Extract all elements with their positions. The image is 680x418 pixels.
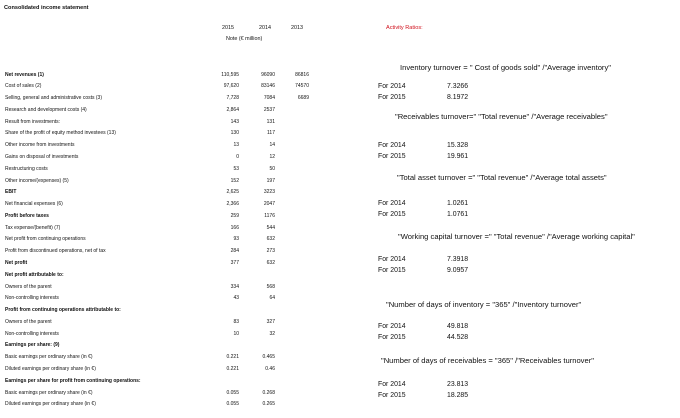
value-2015: 0: [236, 153, 239, 160]
value-2015: 377: [230, 259, 239, 266]
value-2014: 96090: [261, 71, 275, 78]
note-unit-header: Note (€ million): [226, 36, 263, 42]
value-2015: 143: [230, 118, 239, 125]
ratio-value: 19.961: [447, 153, 469, 160]
row-label: Result from investments:: [5, 118, 61, 125]
ratio-value: 23.813: [447, 381, 469, 388]
value-2014: 0.265: [262, 401, 275, 408]
value-2015: 259: [230, 212, 239, 219]
ratio-year-label: For 2015: [378, 153, 406, 160]
ratio-value: 7.3266: [447, 83, 469, 90]
row-label: Other income/(expenses) (5): [5, 177, 69, 184]
value-2014: 544: [266, 224, 275, 231]
value-2015: 10: [233, 330, 239, 337]
value-2014: 7084: [263, 95, 275, 102]
row-label: Research and development costs (4): [5, 106, 87, 113]
value-2014: 0.268: [262, 389, 275, 396]
value-2014: 2537: [263, 106, 275, 113]
ratio-value: 7.3918: [447, 256, 469, 263]
ratio-value: 18.285: [447, 392, 469, 399]
ratio-value: 1.0761: [447, 211, 469, 218]
value-2013: 86816: [295, 71, 309, 78]
row-label: Owners of the parent: [5, 283, 52, 290]
ratio-year-label: For 2014: [378, 142, 406, 149]
value-2014: 64: [269, 295, 275, 302]
year-2013-header: 2013: [291, 25, 303, 31]
ratio-value: 44.528: [447, 334, 469, 341]
row-label: Non-controlling interests: [5, 295, 59, 302]
value-2014: 83146: [261, 83, 275, 90]
row-label: Net profit: [5, 259, 28, 266]
value-2015: 43: [233, 295, 239, 302]
ratio-formula: "Total asset turnover =" "Total revenue" /"Average total assets": [397, 173, 607, 182]
value-2015: 284: [230, 248, 239, 255]
value-2015: 152: [230, 177, 239, 184]
row-label: Gains on disposal of investments: [5, 153, 79, 160]
ratio-formula: "Working capital turnover =" "Total revenue" /"Average working capital": [398, 232, 635, 241]
row-label: Earnings per share for profit from continuing operations:: [5, 377, 141, 384]
value-2014: 2047: [263, 201, 275, 208]
value-2015: 93: [233, 236, 239, 243]
ratio-year-label: For 2015: [378, 334, 406, 341]
value-2014: 1176: [264, 212, 275, 219]
value-2014: 50: [269, 165, 275, 172]
value-2014: 197: [266, 177, 275, 184]
row-label: Basic earnings per ordinary share (in €): [5, 354, 93, 361]
ratio-formula: "Number of days of inventory = "365" /"Inventory turnover": [386, 300, 582, 309]
value-2013: 74570: [295, 83, 309, 90]
row-label: EBIT: [5, 189, 17, 196]
value-2015: 0.055: [226, 401, 239, 408]
value-2014: 0.46: [265, 366, 275, 372]
value-2014: 273: [266, 248, 275, 255]
row-label: Diluted earnings per ordinary share (in €): [5, 366, 96, 372]
year-2014-header: 2014: [259, 25, 271, 31]
row-label: Net profit attributable to:: [5, 271, 64, 278]
ratio-value: 1.0261: [447, 200, 469, 207]
value-2015: 13: [233, 142, 239, 149]
row-label: Owners of the parent: [5, 318, 52, 325]
ratio-value: 8.1972: [447, 94, 469, 101]
value-2015: 0.055: [226, 389, 239, 396]
income-statement-title: Consolidated income statement: [4, 5, 89, 11]
value-2014: 0.465: [262, 354, 275, 361]
row-label: Profit before taxes: [5, 212, 49, 219]
value-2014: 32: [269, 330, 275, 337]
value-2014: 632: [266, 259, 275, 266]
value-2015: 0.221: [226, 366, 239, 372]
value-2015: 334: [230, 283, 239, 290]
ratio-year-label: For 2015: [378, 267, 406, 274]
year-2015-header: 2015: [222, 25, 234, 31]
row-label: Tax expense/(benefit) (7): [5, 224, 61, 231]
ratio-year-label: For 2015: [378, 392, 406, 399]
value-2014: 327: [266, 318, 275, 325]
row-label: Net profit from continuing operations: [5, 236, 86, 243]
ratio-year-label: For 2015: [378, 211, 406, 218]
row-label: Selling, general and administrative costs (3): [5, 95, 102, 102]
ratio-year-label: For 2014: [378, 200, 406, 207]
ratio-year-label: For 2014: [378, 323, 406, 330]
value-2014: 632: [266, 236, 275, 243]
value-2015: 53: [233, 165, 239, 172]
value-2015: 130: [230, 130, 239, 137]
row-label: Net financial expenses (6): [5, 201, 63, 208]
value-2014: 14: [269, 142, 275, 149]
row-label: Earnings per share: (9): [5, 342, 60, 349]
row-label: Profit from discontinued operations, net of tax: [5, 248, 106, 255]
value-2013: 6689: [297, 95, 309, 102]
ratio-formula: "Receivables turnover=" "Total revenue" /"Average receivables": [395, 112, 608, 121]
value-2015: 2,625: [226, 189, 239, 196]
row-label: Diluted earnings per ordinary share (in €): [5, 401, 96, 408]
value-2015: 83: [233, 318, 239, 325]
value-2014: 117: [267, 130, 275, 137]
row-label: Share of the profit of equity method investees (13): [5, 130, 116, 137]
value-2015: 166: [230, 224, 239, 231]
value-2015: 2,366: [226, 201, 239, 208]
value-2014: 12: [269, 153, 275, 160]
ratio-value: 15.328: [447, 142, 469, 149]
row-label: Net revenues (1): [5, 71, 44, 78]
row-label: Profit from continuing operations attributable to:: [5, 307, 121, 314]
value-2014: 131: [266, 118, 275, 125]
ratio-year-label: For 2014: [378, 83, 406, 90]
row-label: Cost of sales (2): [5, 83, 42, 90]
ratio-formula: "Number of days of receivables = "365" /"Receivables turnover": [381, 356, 594, 365]
value-2015: 7,728: [226, 95, 239, 102]
row-label: Other income from investments: [5, 142, 75, 149]
ratio-value: 49.818: [447, 323, 469, 330]
value-2014: 3223: [263, 189, 275, 196]
value-2015: 97,620: [223, 83, 239, 90]
ratio-year-label: For 2014: [378, 381, 406, 388]
row-label: Restructuring costs: [5, 165, 48, 172]
ratio-year-label: For 2015: [378, 94, 406, 101]
row-label: Basic earnings per ordinary share (in €): [5, 389, 93, 396]
activity-ratios-title: Activity Ratios:: [386, 25, 423, 31]
value-2014: 568: [266, 283, 275, 290]
value-2015: 0.221: [226, 354, 239, 361]
ratio-value: 9.0957: [447, 267, 469, 274]
ratio-year-label: For 2014: [378, 256, 406, 263]
row-label: Non-controlling interests: [5, 330, 59, 337]
value-2015: 110,595: [221, 71, 239, 78]
ratio-formula: Inventory turnover = " Cost of goods sold" /"Average inventory": [400, 63, 611, 72]
value-2015: 2,864: [226, 106, 239, 113]
